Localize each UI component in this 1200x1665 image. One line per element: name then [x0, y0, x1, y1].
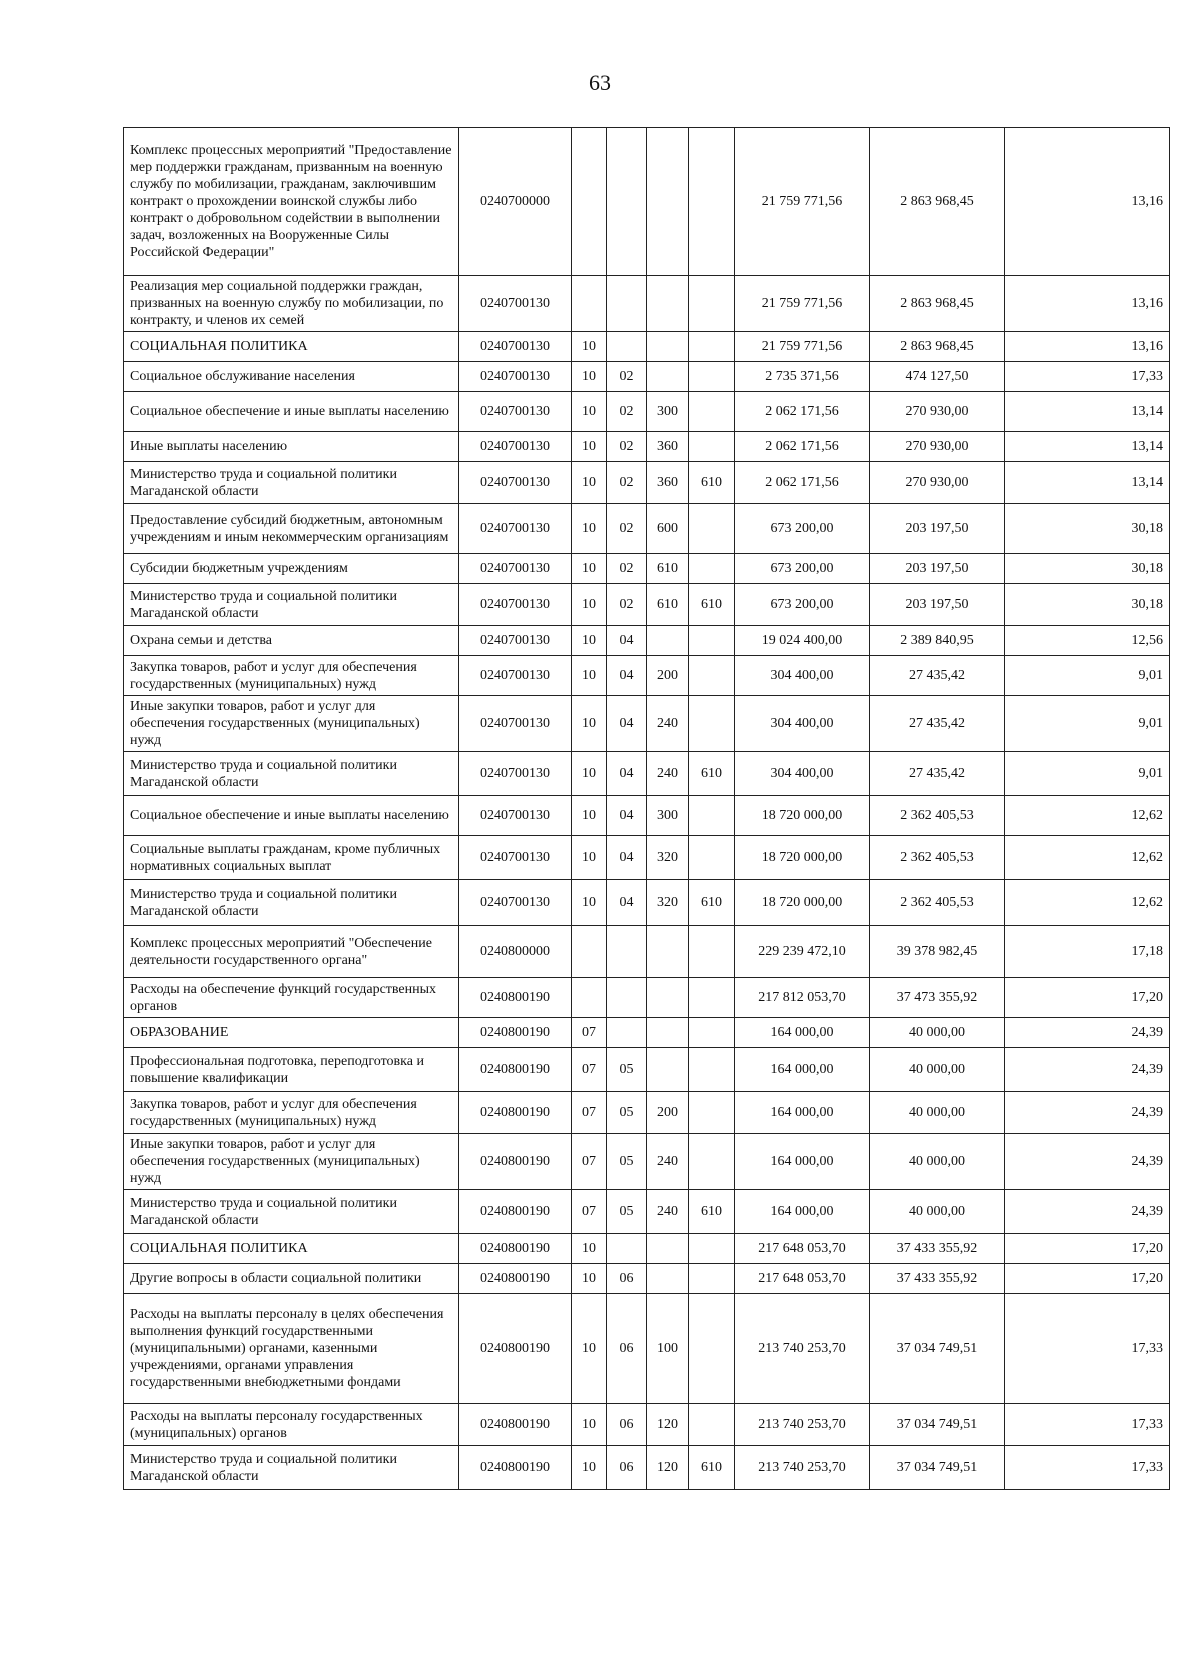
row-subsection: 02	[607, 554, 647, 584]
row-plan: 164 000,00	[735, 1134, 870, 1190]
row-percent: 9,01	[1005, 656, 1170, 696]
row-fact: 270 930,00	[870, 432, 1005, 462]
row-fact: 203 197,50	[870, 554, 1005, 584]
row-csr: 0240800190	[459, 1404, 572, 1446]
table-row	[124, 1446, 1170, 1490]
budget-table	[123, 127, 1170, 1490]
row-name: Охрана семьи и детства	[124, 626, 459, 656]
table-row	[124, 656, 1170, 696]
row-section: 10	[572, 796, 607, 836]
row-percent: 24,39	[1005, 1190, 1170, 1234]
row-csr: 0240800190	[459, 1134, 572, 1190]
row-subsection	[607, 276, 647, 332]
row-plan: 213 740 253,70	[735, 1294, 870, 1404]
row-expense-type	[647, 276, 689, 332]
row-section: 10	[572, 462, 607, 504]
table-row	[124, 880, 1170, 926]
row-expense-type: 240	[647, 752, 689, 796]
row-subsection: 02	[607, 432, 647, 462]
row-section: 07	[572, 1190, 607, 1234]
row-name: Министерство труда и социальной политики Магаданской области	[124, 584, 459, 626]
row-csr: 0240700130	[459, 796, 572, 836]
row-csr: 0240700130	[459, 362, 572, 392]
row-plan: 21 759 771,56	[735, 128, 870, 276]
row-grbs	[689, 432, 735, 462]
row-csr: 0240700130	[459, 752, 572, 796]
row-grbs: 610	[689, 880, 735, 926]
row-plan: 673 200,00	[735, 504, 870, 554]
row-section: 10	[572, 656, 607, 696]
row-section: 10	[572, 880, 607, 926]
table-row	[124, 128, 1170, 276]
row-plan: 213 740 253,70	[735, 1404, 870, 1446]
row-percent: 17,20	[1005, 1264, 1170, 1294]
row-expense-type: 360	[647, 432, 689, 462]
row-name: Иные закупки товаров, работ и услуг для обеспечения государственных (муниципальных) нужд	[124, 1134, 459, 1190]
table-row	[124, 432, 1170, 462]
row-csr: 0240800190	[459, 1264, 572, 1294]
row-expense-type: 240	[647, 1134, 689, 1190]
row-csr: 0240700130	[459, 432, 572, 462]
row-grbs: 610	[689, 584, 735, 626]
row-name: Закупка товаров, работ и услуг для обеспечения государственных (муниципальных) нужд	[124, 656, 459, 696]
row-name: Профессиональная подготовка, переподготовка и повышение квалификации	[124, 1048, 459, 1092]
row-subsection	[607, 1234, 647, 1264]
row-csr: 0240800190	[459, 1294, 572, 1404]
row-section	[572, 276, 607, 332]
row-percent: 12,62	[1005, 880, 1170, 926]
row-section	[572, 128, 607, 276]
row-name: Другие вопросы в области социальной политики	[124, 1264, 459, 1294]
row-subsection	[607, 978, 647, 1018]
row-fact: 27 435,42	[870, 696, 1005, 752]
table-row	[124, 978, 1170, 1018]
row-csr: 0240800000	[459, 926, 572, 978]
page-number: 63	[589, 70, 611, 95]
row-expense-type: 320	[647, 880, 689, 926]
row-csr: 0240700130	[459, 504, 572, 554]
row-expense-type: 240	[647, 696, 689, 752]
row-name: Иные закупки товаров, работ и услуг для обеспечения государственных (муниципальных) нужд	[124, 696, 459, 752]
table-row	[124, 554, 1170, 584]
row-plan: 673 200,00	[735, 584, 870, 626]
row-subsection: 04	[607, 696, 647, 752]
row-plan: 217 812 053,70	[735, 978, 870, 1018]
row-expense-type	[647, 332, 689, 362]
table-row	[124, 392, 1170, 432]
row-fact: 39 378 982,45	[870, 926, 1005, 978]
row-plan: 217 648 053,70	[735, 1264, 870, 1294]
row-name: СОЦИАЛЬНАЯ ПОЛИТИКА	[124, 1234, 459, 1264]
row-percent: 13,16	[1005, 332, 1170, 362]
row-grbs	[689, 1294, 735, 1404]
row-expense-type: 120	[647, 1446, 689, 1490]
row-expense-type: 360	[647, 462, 689, 504]
row-percent: 13,16	[1005, 276, 1170, 332]
table-row	[124, 1092, 1170, 1134]
row-name: Министерство труда и социальной политики Магаданской области	[124, 1190, 459, 1234]
row-fact: 2 863 968,45	[870, 332, 1005, 362]
row-name: Расходы на обеспечение функций государственных органов	[124, 978, 459, 1018]
table-row	[124, 504, 1170, 554]
row-grbs: 610	[689, 752, 735, 796]
row-section	[572, 926, 607, 978]
row-subsection: 04	[607, 656, 647, 696]
row-name: Иные выплаты населению	[124, 432, 459, 462]
table-row	[124, 1190, 1170, 1234]
row-percent: 12,62	[1005, 836, 1170, 880]
row-section: 10	[572, 554, 607, 584]
row-percent: 30,18	[1005, 504, 1170, 554]
row-name: Министерство труда и социальной политики Магаданской области	[124, 462, 459, 504]
row-plan: 21 759 771,56	[735, 276, 870, 332]
row-csr: 0240800190	[459, 1234, 572, 1264]
row-subsection: 02	[607, 504, 647, 554]
row-fact: 270 930,00	[870, 462, 1005, 504]
row-subsection: 04	[607, 752, 647, 796]
row-section: 07	[572, 1018, 607, 1048]
row-percent: 17,33	[1005, 362, 1170, 392]
row-fact: 270 930,00	[870, 392, 1005, 432]
row-name: СОЦИАЛЬНАЯ ПОЛИТИКА	[124, 332, 459, 362]
row-csr: 0240800190	[459, 1048, 572, 1092]
row-expense-type: 600	[647, 504, 689, 554]
row-csr: 0240700130	[459, 392, 572, 432]
row-section: 10	[572, 362, 607, 392]
row-percent: 17,33	[1005, 1404, 1170, 1446]
row-fact: 203 197,50	[870, 584, 1005, 626]
row-grbs	[689, 1018, 735, 1048]
row-fact: 40 000,00	[870, 1190, 1005, 1234]
row-fact: 37 433 355,92	[870, 1234, 1005, 1264]
row-subsection: 05	[607, 1048, 647, 1092]
row-grbs	[689, 504, 735, 554]
row-percent: 17,20	[1005, 1234, 1170, 1264]
row-percent: 30,18	[1005, 554, 1170, 584]
row-name: Расходы на выплаты персоналу в целях обеспечения выполнения функций государственными (муниципальными) органами, казенными учреждениями, органами управления государственными внебюджетными фондами	[124, 1294, 459, 1404]
row-plan: 18 720 000,00	[735, 880, 870, 926]
table-row	[124, 584, 1170, 626]
row-subsection: 04	[607, 796, 647, 836]
row-percent: 13,16	[1005, 128, 1170, 276]
row-subsection: 05	[607, 1092, 647, 1134]
row-expense-type: 240	[647, 1190, 689, 1234]
row-section: 10	[572, 504, 607, 554]
row-subsection: 05	[607, 1190, 647, 1234]
row-subsection: 04	[607, 836, 647, 880]
row-fact: 2 863 968,45	[870, 276, 1005, 332]
row-name: Социальные выплаты гражданам, кроме публичных нормативных социальных выплат	[124, 836, 459, 880]
row-name: Расходы на выплаты персоналу государственных (муниципальных) органов	[124, 1404, 459, 1446]
row-subsection: 06	[607, 1294, 647, 1404]
row-expense-type	[647, 1018, 689, 1048]
row-plan: 229 239 472,10	[735, 926, 870, 978]
row-expense-type	[647, 926, 689, 978]
row-csr: 0240700130	[459, 656, 572, 696]
row-name: Субсидии бюджетным учреждениям	[124, 554, 459, 584]
row-plan: 164 000,00	[735, 1018, 870, 1048]
row-grbs	[689, 1264, 735, 1294]
row-plan: 304 400,00	[735, 656, 870, 696]
row-percent: 17,20	[1005, 978, 1170, 1018]
row-subsection: 02	[607, 584, 647, 626]
row-expense-type: 120	[647, 1404, 689, 1446]
row-grbs	[689, 1134, 735, 1190]
row-expense-type: 200	[647, 656, 689, 696]
table-row	[124, 1234, 1170, 1264]
row-plan: 164 000,00	[735, 1190, 870, 1234]
row-name: Реализация мер социальной поддержки граждан, призванных на военную службу по мобилизации, по контракту, и членов их семей	[124, 276, 459, 332]
row-section: 10	[572, 836, 607, 880]
row-csr: 0240700130	[459, 276, 572, 332]
table-body	[124, 128, 1170, 1490]
row-section: 10	[572, 1404, 607, 1446]
row-percent: 30,18	[1005, 584, 1170, 626]
row-csr: 0240800190	[459, 1092, 572, 1134]
row-expense-type	[647, 1048, 689, 1092]
row-subsection	[607, 1018, 647, 1048]
row-expense-type: 610	[647, 584, 689, 626]
table-row	[124, 796, 1170, 836]
row-expense-type: 320	[647, 836, 689, 880]
table-row	[124, 1048, 1170, 1092]
row-section: 10	[572, 332, 607, 362]
row-section: 07	[572, 1092, 607, 1134]
row-fact: 37 034 749,51	[870, 1294, 1005, 1404]
table-row	[124, 1264, 1170, 1294]
row-csr: 0240700130	[459, 696, 572, 752]
row-subsection: 05	[607, 1134, 647, 1190]
row-fact: 474 127,50	[870, 362, 1005, 392]
row-fact: 40 000,00	[870, 1092, 1005, 1134]
row-subsection: 02	[607, 392, 647, 432]
table-row	[124, 276, 1170, 332]
row-grbs	[689, 332, 735, 362]
row-percent: 13,14	[1005, 392, 1170, 432]
row-subsection	[607, 926, 647, 978]
table-row	[124, 362, 1170, 392]
row-csr: 0240800190	[459, 978, 572, 1018]
row-plan: 18 720 000,00	[735, 796, 870, 836]
row-fact: 2 362 405,53	[870, 880, 1005, 926]
row-csr: 0240700130	[459, 332, 572, 362]
row-percent: 17,33	[1005, 1294, 1170, 1404]
row-name: Министерство труда и социальной политики Магаданской области	[124, 1446, 459, 1490]
row-percent: 24,39	[1005, 1134, 1170, 1190]
row-expense-type: 100	[647, 1294, 689, 1404]
row-name: Социальное обеспечение и иные выплаты населению	[124, 796, 459, 836]
row-fact: 37 433 355,92	[870, 1264, 1005, 1294]
table-row	[124, 926, 1170, 978]
row-grbs: 610	[689, 462, 735, 504]
row-grbs	[689, 1234, 735, 1264]
row-fact: 2 362 405,53	[870, 836, 1005, 880]
row-fact: 40 000,00	[870, 1018, 1005, 1048]
row-expense-type	[647, 978, 689, 1018]
row-plan: 19 024 400,00	[735, 626, 870, 656]
row-section: 10	[572, 752, 607, 796]
row-percent: 24,39	[1005, 1048, 1170, 1092]
row-section: 10	[572, 1264, 607, 1294]
row-subsection: 06	[607, 1404, 647, 1446]
row-csr: 0240700000	[459, 128, 572, 276]
table-row	[124, 836, 1170, 880]
row-expense-type: 300	[647, 796, 689, 836]
row-percent: 12,62	[1005, 796, 1170, 836]
row-plan: 2 062 171,56	[735, 462, 870, 504]
table-row	[124, 462, 1170, 504]
row-grbs	[689, 978, 735, 1018]
row-percent: 13,14	[1005, 462, 1170, 504]
row-fact: 2 389 840,95	[870, 626, 1005, 656]
row-csr: 0240800190	[459, 1446, 572, 1490]
row-section: 07	[572, 1134, 607, 1190]
row-plan: 217 648 053,70	[735, 1234, 870, 1264]
row-csr: 0240700130	[459, 880, 572, 926]
row-section: 10	[572, 584, 607, 626]
table-row	[124, 626, 1170, 656]
row-expense-type	[647, 362, 689, 392]
row-plan: 2 062 171,56	[735, 432, 870, 462]
row-csr: 0240700130	[459, 554, 572, 584]
row-grbs	[689, 1404, 735, 1446]
row-name: Комплекс процессных мероприятий "Обеспечение деятельности государственного органа"	[124, 926, 459, 978]
table-row	[124, 1134, 1170, 1190]
row-expense-type: 300	[647, 392, 689, 432]
row-name: Министерство труда и социальной политики Магаданской области	[124, 880, 459, 926]
row-grbs	[689, 1092, 735, 1134]
row-plan: 213 740 253,70	[735, 1446, 870, 1490]
row-subsection: 06	[607, 1446, 647, 1490]
row-name: Закупка товаров, работ и услуг для обеспечения государственных (муниципальных) нужд	[124, 1092, 459, 1134]
row-grbs	[689, 626, 735, 656]
row-grbs	[689, 128, 735, 276]
row-fact: 40 000,00	[870, 1048, 1005, 1092]
row-plan: 304 400,00	[735, 752, 870, 796]
row-section: 10	[572, 696, 607, 752]
row-plan: 18 720 000,00	[735, 836, 870, 880]
row-expense-type	[647, 626, 689, 656]
row-plan: 21 759 771,56	[735, 332, 870, 362]
row-subsection: 04	[607, 880, 647, 926]
table-row	[124, 1018, 1170, 1048]
row-grbs	[689, 392, 735, 432]
row-plan: 2 062 171,56	[735, 392, 870, 432]
row-subsection: 02	[607, 362, 647, 392]
row-subsection: 02	[607, 462, 647, 504]
row-fact: 40 000,00	[870, 1134, 1005, 1190]
row-grbs	[689, 656, 735, 696]
row-fact: 27 435,42	[870, 752, 1005, 796]
row-name: ОБРАЗОВАНИЕ	[124, 1018, 459, 1048]
row-grbs: 610	[689, 1446, 735, 1490]
table-row	[124, 696, 1170, 752]
row-percent: 9,01	[1005, 752, 1170, 796]
row-plan: 304 400,00	[735, 696, 870, 752]
row-fact: 2 362 405,53	[870, 796, 1005, 836]
row-grbs: 610	[689, 1190, 735, 1234]
row-grbs	[689, 836, 735, 880]
table-row	[124, 752, 1170, 796]
row-csr: 0240700130	[459, 836, 572, 880]
row-name: Комплекс процессных мероприятий "Предоставление мер поддержки гражданам, призванным на военную службу по мобилизации, гражданам, заключившим контракт о прохождении воинской службы либо контракт о добровольном содействии в выполнении задач, возложенных на Вооруженные Силы Российской Федерации"	[124, 128, 459, 276]
row-csr: 0240700130	[459, 462, 572, 504]
row-plan: 164 000,00	[735, 1092, 870, 1134]
row-expense-type	[647, 1234, 689, 1264]
row-fact: 37 034 749,51	[870, 1446, 1005, 1490]
row-fact: 2 863 968,45	[870, 128, 1005, 276]
table-row	[124, 1404, 1170, 1446]
row-grbs	[689, 926, 735, 978]
row-expense-type: 610	[647, 554, 689, 584]
row-grbs	[689, 1048, 735, 1092]
row-name: Социальное обеспечение и иные выплаты населению	[124, 392, 459, 432]
row-percent: 24,39	[1005, 1018, 1170, 1048]
row-section: 10	[572, 1446, 607, 1490]
row-grbs	[689, 276, 735, 332]
row-subsection: 04	[607, 626, 647, 656]
row-plan: 2 735 371,56	[735, 362, 870, 392]
row-grbs	[689, 796, 735, 836]
row-section: 07	[572, 1048, 607, 1092]
row-percent: 24,39	[1005, 1092, 1170, 1134]
row-csr: 0240700130	[459, 584, 572, 626]
row-section: 10	[572, 392, 607, 432]
row-grbs	[689, 696, 735, 752]
row-percent: 9,01	[1005, 696, 1170, 752]
row-section: 10	[572, 1294, 607, 1404]
row-name: Социальное обслуживание населения	[124, 362, 459, 392]
row-fact: 203 197,50	[870, 504, 1005, 554]
row-fact: 27 435,42	[870, 656, 1005, 696]
row-expense-type	[647, 1264, 689, 1294]
row-plan: 164 000,00	[735, 1048, 870, 1092]
row-percent: 13,14	[1005, 432, 1170, 462]
row-csr: 0240800190	[459, 1190, 572, 1234]
row-expense-type	[647, 128, 689, 276]
row-grbs	[689, 554, 735, 584]
row-name: Министерство труда и социальной политики Магаданской области	[124, 752, 459, 796]
table-row	[124, 332, 1170, 362]
row-fact: 37 473 355,92	[870, 978, 1005, 1018]
row-section: 10	[572, 626, 607, 656]
row-csr: 0240700130	[459, 626, 572, 656]
row-subsection	[607, 128, 647, 276]
table-row	[124, 1294, 1170, 1404]
row-name: Предоставление субсидий бюджетным, автономным учреждениям и иным некоммерческим организациям	[124, 504, 459, 554]
row-plan: 673 200,00	[735, 554, 870, 584]
row-percent: 12,56	[1005, 626, 1170, 656]
row-percent: 17,33	[1005, 1446, 1170, 1490]
row-grbs	[689, 362, 735, 392]
row-fact: 37 034 749,51	[870, 1404, 1005, 1446]
row-percent: 17,18	[1005, 926, 1170, 978]
row-section: 10	[572, 1234, 607, 1264]
row-section	[572, 978, 607, 1018]
row-subsection	[607, 332, 647, 362]
row-csr: 0240800190	[459, 1018, 572, 1048]
row-subsection: 06	[607, 1264, 647, 1294]
row-expense-type: 200	[647, 1092, 689, 1134]
row-section: 10	[572, 432, 607, 462]
